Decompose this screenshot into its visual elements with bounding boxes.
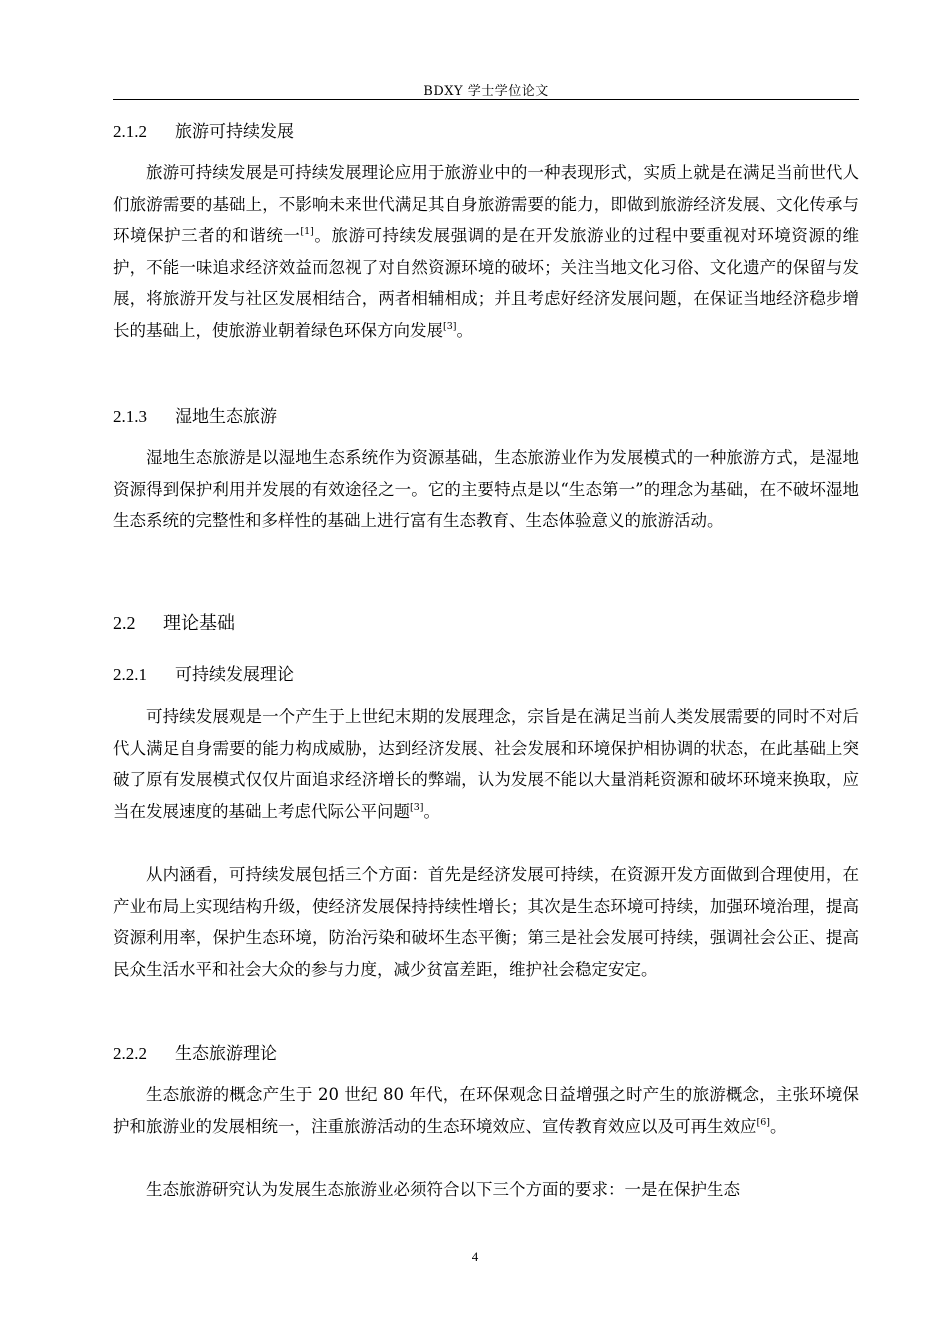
paragraph-sustainable-development-aspects: 从内涵看，可持续发展包括三个方面：首先是经济发展可持续，在资源开发方面做到合理使用，在产业布局上实现结构升级，使经济发展保持持续性增长；其次是生态环境可持续，加强环境治理，提高资源利用率，保护生态环境，防治污染和破坏生态平衡；第三是社会发展可持续，强调社会公正、提高民众生活水平和社会大众的参与力度，减少贫富差距，维护社会稳定安定。 [113, 865, 859, 979]
paragraph-text: 旅游可持续发展是可持续发展理论应用于旅游业中的一种表现形式，实质上就是在满足当前世代人们旅游需要的基础上，不影响未来世代满足其自身旅游需要的能力，即做到旅游经济发展、文化传承与环境保护三者的和谐统一 [113, 163, 859, 246]
paragraph-text: 。旅游可持续发展强调的是在开发旅游业的过程中要重视对环境资源的维护，不能一味追求经济效益而忽视了对自然资源环境的破坏；关注当地文化习俗、文化遗产的保留与发展，将旅游开发与社区发展相结合，两者相辅相成；并且考虑好经济发展问题，在保证当地经济稳步增长的基础上，使旅游业朝着绿色环保方向发展 [113, 226, 860, 340]
running-header: BDXY 学士学位论文 [423, 84, 549, 99]
page-number: 4 [471, 1249, 479, 1264]
section-number: 2.2.1 [113, 665, 147, 684]
paragraph-text: 。 [456, 320, 473, 340]
section-number: 2.1.2 [113, 122, 147, 141]
section-title: 生态旅游理论 [175, 1044, 277, 1064]
citation-ref: [6] [756, 1116, 770, 1128]
section-title: 理论基础 [163, 613, 235, 634]
paragraph-text: 。 [423, 801, 440, 821]
section-title: 可持续发展理论 [175, 665, 294, 685]
section-number: 2.1.3 [113, 407, 147, 426]
citation-ref: [3] [410, 801, 424, 813]
paragraph-text: 生态旅游的概念产生于 20 世纪 80 年代，在环保观念日益增强之时产生的旅游概念，主张环境保护和旅游业的发展相统一，注重旅游活动的生态环境效应、宣传教育效应以及可再生效应 [113, 1085, 859, 1136]
citation-ref: [3] [443, 320, 457, 332]
section-heading-2-1-3 [113, 405, 277, 429]
section-heading-2-2-2 [113, 1042, 277, 1066]
paragraph-sustainable-development-theory [113, 701, 859, 827]
header-rule [113, 99, 859, 100]
citation-ref: [1] [300, 226, 314, 238]
section-heading-2-1-2 [113, 120, 294, 144]
section-heading-2-2-1 [113, 663, 294, 687]
section-number: 2.2 [113, 613, 136, 633]
paragraph-wetland-ecotourism: 湿地生态旅游是以湿地生态系统作为资源基础，生态旅游业作为发展模式的一种旅游方式，是湿地资源得到保护利用并发展的有效途径之一。它的主要特点是以“生态第一”的理念为基础，在不破坏湿地生态系统的完整性和多样性的基础上进行富有生态教育、生态体验意义的旅游活动。 [113, 448, 859, 531]
section-title: 湿地生态旅游 [175, 407, 277, 427]
paragraph-text: 。 [769, 1116, 787, 1136]
section-heading-2-2 [113, 610, 235, 637]
paragraph-ecotourism-concept [113, 1079, 859, 1142]
paragraph-text: 可持续发展观是一个产生于上世纪末期的发展理念，宗旨是在满足当前人类发展需要的同时不对后代人满足自身需要的能力构成威胁，达到经济发展、社会发展和环境保护相协调的状态，在此基础上突破了原有发展模式仅仅片面追求经济增长的弊端，认为发展不能以大量消耗资源和破坏环境来换取，应当在发展速度的基础上考虑代际公平问题 [113, 707, 859, 821]
paragraph-sustainable-tourism [113, 157, 859, 347]
section-number: 2.2.2 [113, 1044, 147, 1063]
section-title: 旅游可持续发展 [175, 122, 294, 142]
paragraph-ecotourism-requirements: 生态旅游研究认为发展生态旅游业必须符合以下三个方面的要求：一是在保护生态 [146, 1180, 740, 1199]
